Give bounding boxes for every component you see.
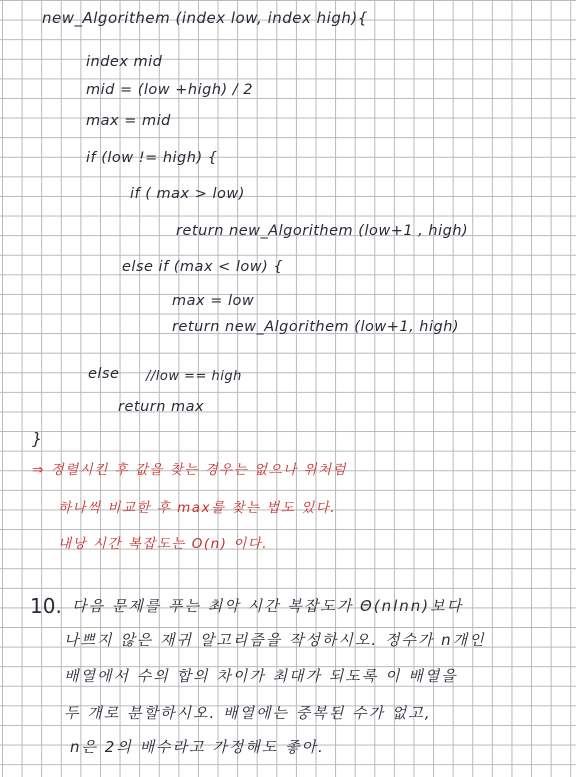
code-line-if-low-not-high: if (low != high) {	[86, 150, 218, 166]
question-line-2: 나쁘지 않은 재귀 알고리즘을 작성하시오. 정수가 n개인	[64, 631, 486, 649]
question-line-1: 다음 문제를 푸는 최악 시간 복잡도가 Θ(nlnn)보다	[72, 597, 464, 615]
code-line-declare-mid: index mid	[86, 54, 163, 70]
code-line-if-max-gt-low: if ( max > low)	[130, 186, 245, 202]
question-line-4: 두 개로 분할하시오. 배열에는 중복된 수가 없고,	[64, 704, 432, 722]
note-line-2: 하나씩 비교한 후 max를 찾는 법도 있다.	[58, 500, 337, 516]
question-number: 10.	[30, 594, 62, 618]
question-line-3: 배열에서 수의 합의 차이가 최대가 되도록 이 배열을	[64, 667, 458, 685]
code-line-else-if-max-lt-low: else if (max < low) {	[122, 259, 284, 275]
code-comment-low-equals-high: //low == high	[146, 369, 242, 384]
note-line-3: 내낭 시간 복잡도는 O(n) 이다.	[58, 536, 269, 552]
code-line-return-recursive-2: return new_Algorithem (low+1, high)	[172, 319, 460, 335]
code-line-max-equals-low: max = low	[172, 293, 255, 309]
code-line-return-recursive-1: return new_Algorithem (low+1 , high)	[176, 223, 469, 239]
question-line-5: n은 2의 배수라고 가정해도 좋아.	[70, 738, 325, 756]
code-line-return-max: return max	[118, 399, 205, 415]
code-line-else: else	[88, 366, 120, 382]
code-closing-brace: }	[32, 429, 43, 448]
code-line-assign-max: max = mid	[86, 113, 171, 129]
code-line-compute-mid: mid = (low +high) / 2	[86, 82, 253, 98]
note-line-1: ⇒ 정렬시킨 후 값을 찾는 경우는 없으나 위처럼	[32, 462, 348, 478]
code-line-function-signature: new_Algorithem (index low, index high){	[42, 9, 368, 27]
